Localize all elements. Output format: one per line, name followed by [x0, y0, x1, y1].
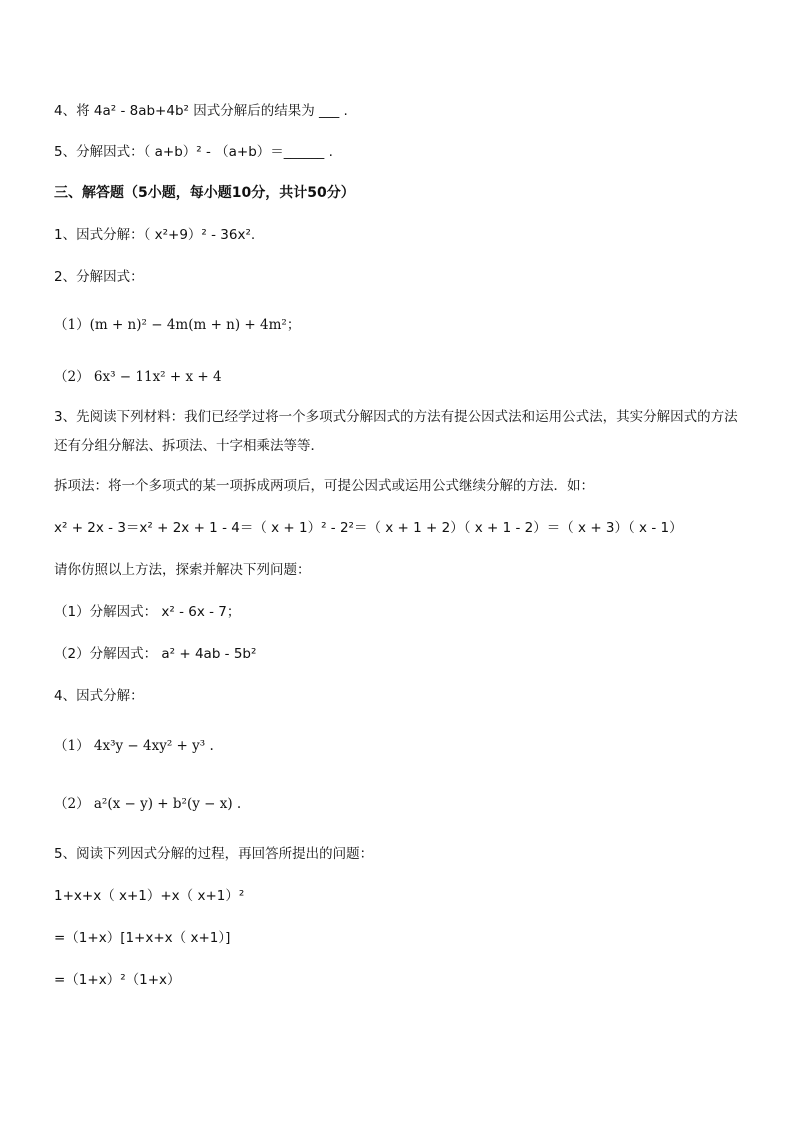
question-4-fill-blank: 4、将 4a² - 8ab+4b² 因式分解后的结果为 ___ .	[54, 103, 348, 119]
question-3-material: 3、先阅读下列材料：我们已经学过将一个多项式分解因式的方法有提公因式法和运用公式法，其实分解因式的方法还有分组分解法、拆项法、十字相乘法等等．	[54, 409, 738, 454]
question-4-part-2: （2） a²(x − y) + b²(y − x) .	[54, 796, 242, 812]
question-3-part-1: （1）分解因式： x² - 6x - 7；	[54, 604, 241, 620]
answer-question-1: 1、因式分解：（ x²+9）² - 36x².	[54, 227, 256, 243]
answer-question-5: 5、阅读下列因式分解的过程，再回答所提出的问题：	[54, 846, 374, 862]
factorization-step-1: 1+x+x（ x+1）+x（ x+1）²	[54, 888, 245, 904]
split-term-example: x² + 2x - 3＝x² + 2x + 1 - 4＝（ x + 1）² - 2²＝（ x + 1 + 2）（ x + 1 - 2）＝（ x + 3）（ x - 1）	[54, 520, 683, 536]
question-4-part-1: （1） 4x³y − 4xy² + y³ .	[54, 738, 214, 754]
answer-question-2: 2、分解因式：	[54, 269, 144, 285]
question-2-part-1: （1）(m + n)² − 4m(m + n) + 4m²；	[54, 317, 301, 333]
question-3-part-2: （2）分解因式： a² + 4ab - 5b²	[54, 646, 257, 662]
question-2-part-2: （2） 6x³ − 11x² + x + 4	[54, 369, 222, 385]
factorization-step-2: =（1+x）[1+x+x（ x+1）]	[54, 930, 231, 946]
split-term-method: 拆项法：将一个多项式的某一项拆成两项后，可提公因式或运用公式继续分解的方法．如：	[54, 478, 594, 494]
question-5-fill-blank: 5、分解因式：（ a+b）² - （a+b）＝______ .	[54, 144, 333, 160]
answer-question-4: 4、因式分解：	[54, 688, 144, 704]
question-3-instruction: 请你仿照以上方法，探索并解决下列问题：	[54, 562, 311, 578]
section-heading: 三、解答题（5小题，每小题10分，共计50分）	[54, 185, 355, 201]
factorization-step-3: =（1+x）²（1+x）	[54, 972, 181, 988]
